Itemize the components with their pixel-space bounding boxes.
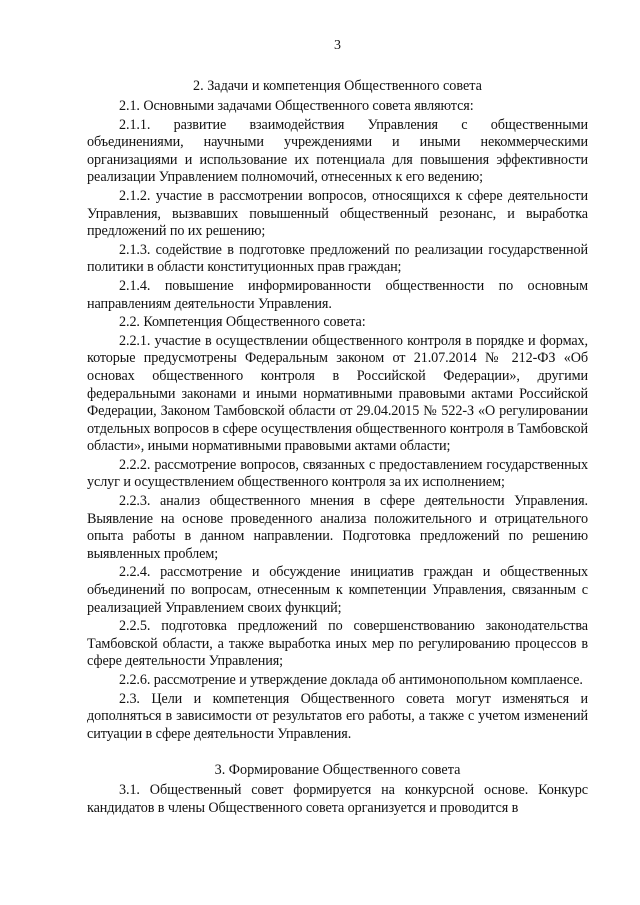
paragraph-2-2-5: 2.2.5. подготовка предложений по совершенствованию законодательства Тамбовской области, а также выработка иных мер по регулированию процессов в сфере деятельности Управления; (87, 618, 588, 670)
paragraph-2-2-1: 2.2.1. участие в осуществлении общественного контроля в порядке и формах, которые предусмотрены Федеральным законом от 21.07.2014 № 212-ФЗ «Об основах общественного контроля в Российской Федерации», другими федеральными законами и иными нормативными правовыми актами Российской Федерации, Законом Тамбовской области от 29.04.2015 № 522-З «О регулировании отдельных вопросов в сфере осуществления общественного контроля в Тамбовской области», иными нормативными правовыми актами области; (87, 332, 588, 455)
paragraph-2-3: 2.3. Цели и компетенция Общественного совета могут изменяться и дополняться в зависимости от результатов его работы, а также с учетом изменений ситуации в сфере деятельности Управления. (87, 690, 588, 742)
paragraph-2-1: 2.1. Основными задачами Общественного совета являются: (119, 98, 474, 114)
paragraph-2-2-2: 2.2.2. рассмотрение вопросов, связанных с предоставлением государственных услуг и осуществлением общественного контроля за их исполнением; (87, 456, 588, 491)
page-number: 3 (334, 38, 341, 53)
paragraph-2-2: 2.2. Компетенция Общественного совета: (119, 314, 366, 331)
section-2-heading: 2. Задачи и компетенция Общественного совета (193, 78, 482, 94)
paragraph-2-2-4: 2.2.4. рассмотрение и обсуждение инициатив граждан и общественных объединений по вопросам, отнесенным к компетенции Управления, связанным с реализацией Управлением своих функций; (87, 564, 588, 616)
paragraph-2-1-1: 2.1.1. развитие взаимодействия Управления с общественными объединениями, научными учреждениями и иными некоммерческими организациями и использование их потенциала для повышения эффективности реализации Управлением полномочий, отнесенных к его ведению; (87, 116, 588, 186)
paragraph-2-1-3: 2.1.3. содействие в подготовке предложений по реализации государственной политики в области конституционных прав граждан; (87, 241, 588, 276)
section-spacer (87, 744, 588, 758)
paragraph-2-1-2: 2.1.2. участие в рассмотрении вопросов, относящихся к сфере деятельности Управления, вызвавших повышенный общественный резонанс, и выработка предложений по их решению; (87, 187, 588, 240)
paragraph-2-2-3: 2.2.3. анализ общественного мнения в сфере деятельности Управления. Выявление на основе проведенного анализа положительного и отрицательного опыта работы в данном направлении. Подготовка предложений по решению выявленных проблем; (87, 493, 588, 562)
paragraph-3-1: 3.1. Общественный совет формируется на конкурсной основе. Конкурс кандидатов в члены Общественного совета организуется и проводится в (87, 782, 588, 816)
paragraph-2-2-6: 2.2.6. рассмотрение и утверждение доклада об антимонопольном комплаенсе. (119, 672, 583, 688)
section-3-heading: 3. Формирование Общественного совета (214, 762, 461, 779)
paragraph-2-1-4: 2.1.4. повышение информированности общественности по основным направлениям деятельности Управления. (87, 277, 588, 312)
